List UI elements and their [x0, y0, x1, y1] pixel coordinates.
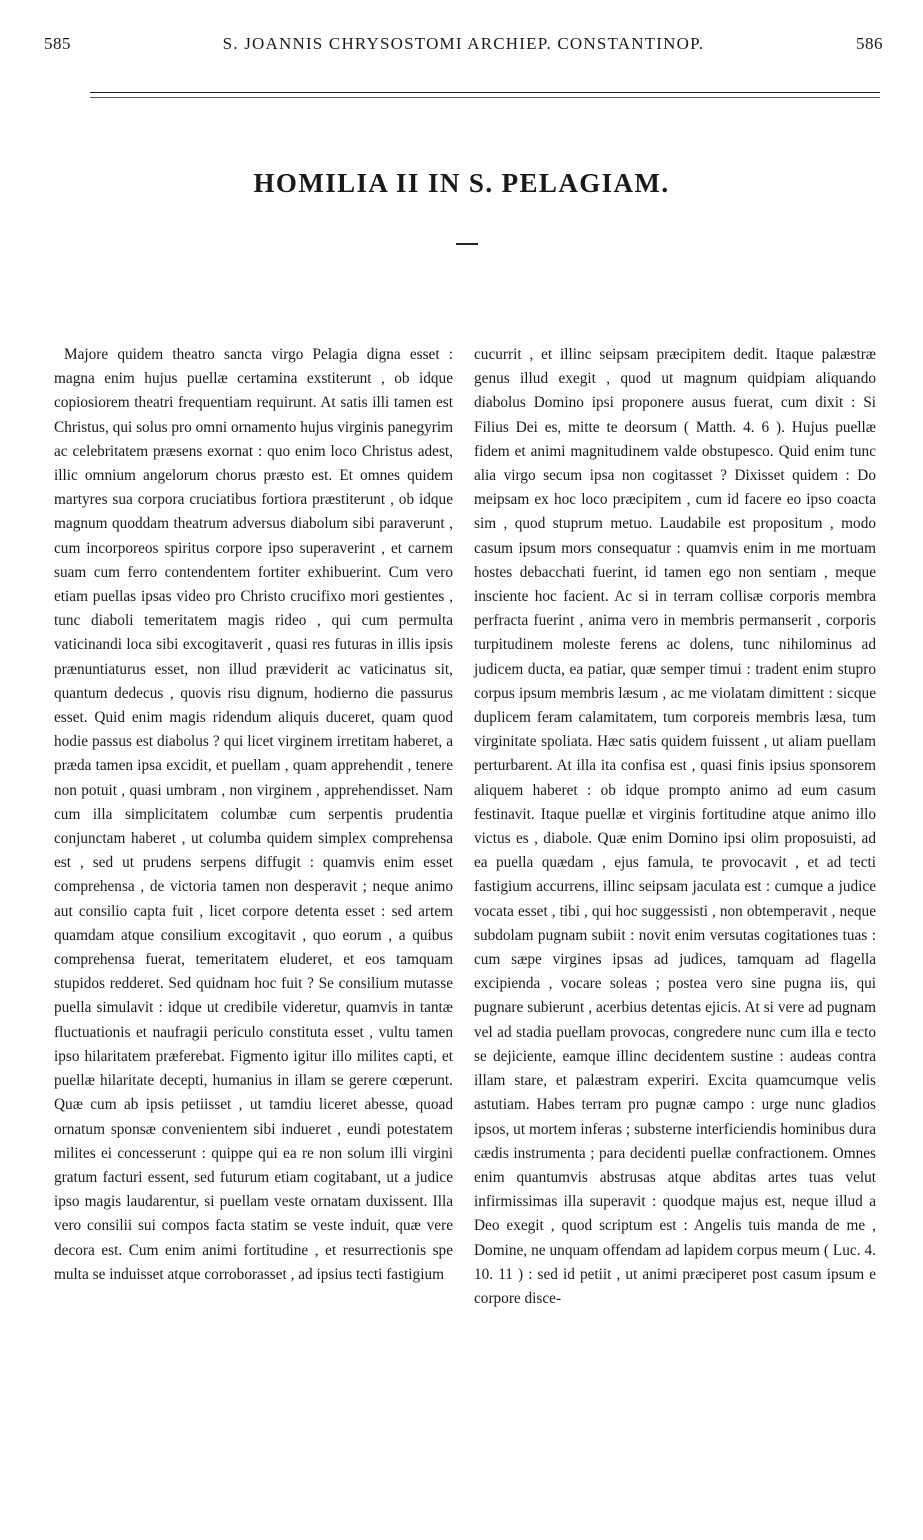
page-number-left: 585 [44, 34, 71, 53]
header-rule [90, 92, 880, 93]
running-title: S. JOANNIS CHRYSOSTOMI ARCHIEP. CONSTANTINOP. [222, 34, 705, 53]
text-column-left [54, 343, 453, 1287]
column-left-text: Majore quidem theatro sancta virgo Pelagia digna esset : magna enim hujus puellæ certamina exstiterunt , ob idque copiosiorem theatri frequentiam requirunt. At satis illi tamen est Christus, qui solus pro omni ornamento hujus virginis panegyrim ac celebritatem præsens exornat : quo enim loco Christus adest, illic omnium angelorum chorus præsto est. Et omnes quidem martyres sua corpora cruciatibus fortiora præstiterunt , ob idque magnum quoddam theatrum adversus diabolum sibi paraverunt , cum incorporeos spiritus corpore ipso superaverint , et carnem suam cum ferro contendentem fortiter exhibuerint. Cum vero etiam puellas ipsas video pro Christo crucifixo mori gestientes , tunc diaboli temeritatem magis rideo , qui cum permulta vaticinandi loca sibi excogitaverit , quasi res futuras in illis ipsis prænuntiaturus esset, non illud præviderit ac vaticinatus sit, quantum dedecus , quovis risu dignum, hodierno die passurus esset. Quid enim magis ridendum aliquis duceret, quam quod hodie passus est diabolus ? qui licet virginem irretitam haberet, a præda tamen ipsa excidit, et puellam , quam apprehendit , tenere non potuit , quasi umbram , non virginem , apprehendisset. Nam cum illa simplicitatem columbæ cum serpentis prudentia conjunctam haberet , ut columba quidem simplex comprehensa est , sed ut prudens serpens diffugit : quamvis enim esset comprehensa , de victoria tamen non desperavit ; neque animo aut consilio capta fuit , licet corpore detenta esset : sed artem quamdam atque consilium excogitavit , quo eorum , a quibus comprehensa fuerat, temeritatem eluderet, et eos tamquam stupidos redderet. Sed quidnam hoc fuit ? Se consilium mutasse puella simulavit : idque ut credibile videretur, quamvis in tantæ fluctuationis et naufragii periculo constituta esset , vultu tamen ipso hilaritatem præferebat. Figmento igitur illo milites capti, et puellæ hilaritate decepti, humanius in illam se gerere cœperunt. Quæ cum ab ipsis petiisset , ut tamdiu liceret abesse, quoad ornatum sponsæ convenientem sibi indueret , eundi potestatem milites ei concesserunt : quippe qui ea re non solum illi virgini gratum facturi essent, sed futurum etiam cogitabant, ut a judice ipso magis laudarentur, si puellam veste ornatam duxissent. Illa vero consilii sui compos facta statim se veste induit, quæ vere decora est. Cum enim animi fortitudine , et resurrectionis spe multa se induisset atque corroborasset , ad ipsius tecti fastigium [54, 346, 453, 1283]
title-separator [456, 243, 478, 245]
homily-title: HOMILIA II IN S. PELAGIAM. [253, 168, 670, 199]
column-right-text: cucurrit , et illinc seipsam præcipitem dedit. Itaque palæstræ genus illud exegit , quod ut magnum quidpiam aliquando diabolus Domino ipsi proponere ausus fuerat, cum dixit : Si Filius Dei es, mitte te deorsum ( Matth. 4. 6 ). Hujus puellæ fidem et animi magnitudinem valde obstupesco. Quid enim tunc alia virgo secum ipsa non cogitasset ? Dixisset quidem : Do meipsam ex hoc loco præcipitem , cum id facere eo ipso coacta sim , quod stuprum metuo. Laudabile est propositum , modo casum ipsum mors consequatur : quamvis enim in me mortuam hostes debacchati fuerint, id tamen ego non sentiam , meque insciente hoc facient. Ac si in terram collisæ corporis membra perfracta fuerint , anima vero in membris permanserit , corporis turpitudinem moleste ferens ac dolens, tunc nihilominus ad judicem ducta, ea patiar, quæ semper timui : tradent enim stupro corpus ipsum membris læsum , ac me violatam dimittent : sicque duplicem feram calamitatem, tum corporeis membris læsa, tum virginitate spoliata. Hæc satis quidem fuissent , ut aliam puellam perturbarent. At illa ita confisa est , quasi finis ipsius sponsorem aliquem haberet : ob idque prompto animo ad eum casum festinavit. Itaque puellæ et virginis fortitudine atque animo illo victus es , diabole. Quæ enim Domino ipsi olim proposuisti, ad ea puella quædam , ejus famula, te provocavit , et ad tecti fastigium accurrens, illinc seipsam jaculata est : cumque a judice vocata esset , tibi , qui hoc suggessisti , non obtemperavit , neque subdolam pugnam subiit : novit enim versutas cogitationes tuas : cum sæpe virgines ipsas ad judices, tamquam ad flagella excipienda , vocare soleas ; postea vero sine pugna iis, qui pugnare subierunt , acerbius detentas ejicis. At si vere ad pugnam vel ad stadia puellam provocas, congredere nunc cum illa e tecto se dejiciente, eamque illinc decidentem sustine : audeas contra illam stare, et palæstram experiri. Excita quamcumque velis astutiam. Habes terram pro pugnæ campo : urge nunc gladios ipsos, ut mortem inferas ; substerne interficiendis hominibus dura cædis instrumenta ; para decidenti puellæ confractionem. Omnes enim quantumvis abstrusas atque abditas artes tuas velut infirmissimas illa superavit : quodque majus est, neque illud a Deo exegit , quod scriptum est : Angelis tuis manda de me , Domine, ne unquam offendam ad lapidem corpus meum ( Luc. 4. 10. 11 ) : sed id petiit , ut animi præciperet post casum ipsum e corpore disce- [474, 346, 876, 1307]
header-rule-thin [90, 97, 880, 98]
text-column-right [474, 343, 876, 1311]
page-number-right: 586 [856, 34, 883, 53]
page-header [44, 30, 883, 60]
